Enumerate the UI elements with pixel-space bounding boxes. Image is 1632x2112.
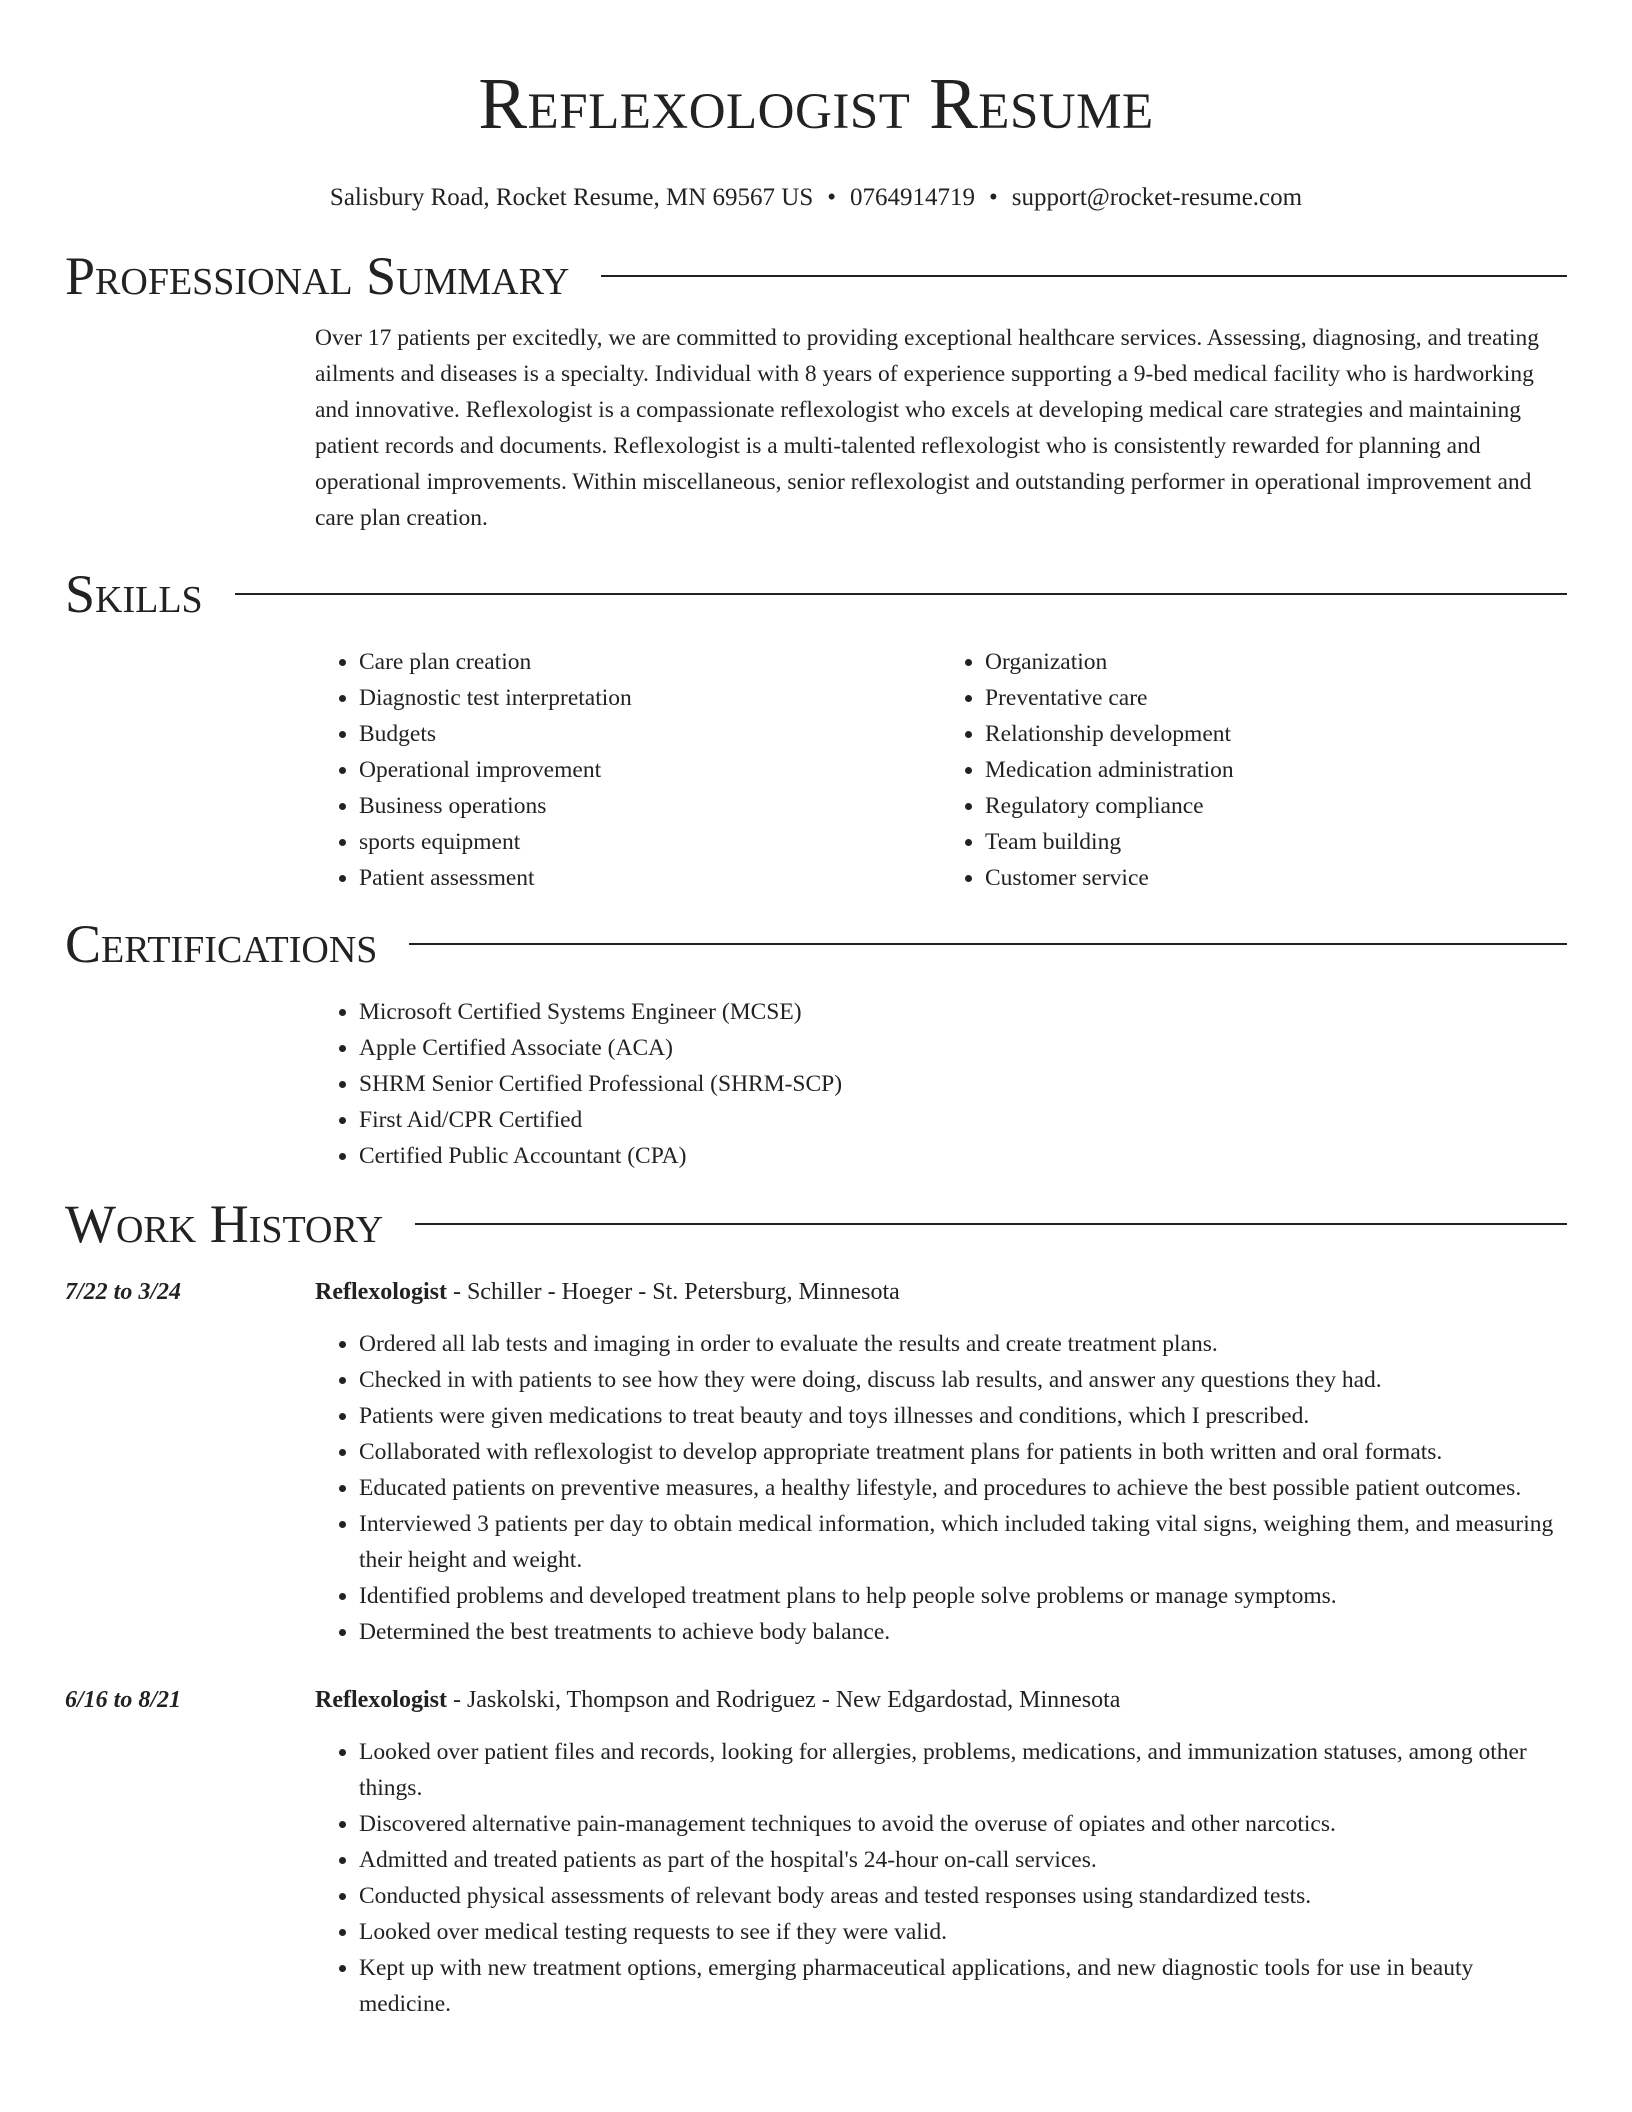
job-duty-item: • Interviewed 3 patients per day to obtain medical information, which included taking vital signs, weighing them, and measuring their height and weight. bbox=[359, 1506, 1567, 1578]
skill-item: • Operational improvement bbox=[359, 752, 941, 788]
skills-heading: Skills bbox=[65, 564, 203, 624]
work-history-section bbox=[65, 1196, 1567, 2022]
contact-separator: • bbox=[827, 184, 837, 211]
summary-content bbox=[315, 320, 1567, 536]
job-duty-item: • Checked in with patients to see how they were doing, discuss lab results, and answer any questions they had. bbox=[359, 1362, 1567, 1398]
job-employer: - Schiller - Hoeger - St. Petersburg, Minnesota bbox=[446, 1279, 900, 1305]
job-dates: 7/22 to 3/24 bbox=[65, 1279, 182, 1305]
job-duties-list bbox=[315, 1326, 1567, 1650]
summary-text: Over 17 patients per excitedly, we are committed to providing exceptional healthcare services. Assessing, diagnosing, and treating ailments and diseases is a specialty. Individual with 8 years of experience supporting a 9-bed medical facility who is hardworking and innovative. Reflexologist is a compassionate reflexologist who excels at developing medical care strategies and maintaining patient records and documents. Reflexologist is a multi-talented reflexologist who is consistently rewarded for planning and operational improvements. Within miscellaneous, senior reflexologist and outstanding performer in operational improvement and care plan creation. bbox=[315, 325, 1540, 531]
skill-item: • Preventative care bbox=[985, 680, 1567, 716]
certification-item: • First Aid/CPR Certified bbox=[359, 1102, 1567, 1138]
certifications-section bbox=[65, 916, 1567, 1174]
skill-item: • Team building bbox=[985, 824, 1567, 860]
job-duties-list bbox=[315, 1734, 1567, 2022]
resume-header bbox=[65, 0, 1567, 214]
skill-item: • Organization bbox=[985, 644, 1567, 680]
skill-item: • Regulatory compliance bbox=[985, 788, 1567, 824]
job-duty-item: • Discovered alternative pain-management techniques to avoid the overuse of opiates and other narcotics. bbox=[359, 1806, 1567, 1842]
work-history-heading-row bbox=[65, 1196, 1567, 1252]
job-duty-item: • Kept up with new treatment options, emerging pharmaceutical applications, and new diagnostic tools for use in beauty medicine. bbox=[359, 1950, 1567, 2022]
skill-item: • Budgets bbox=[359, 716, 941, 752]
skills-heading-row bbox=[65, 566, 1567, 622]
skill-item: • Medication administration bbox=[985, 752, 1567, 788]
job-duty-item: • Admitted and treated patients as part of the hospital's 24-hour on-call services. bbox=[359, 1842, 1567, 1878]
job-duty-item: • Identified problems and developed treatment plans to help people solve problems or manage symptoms. bbox=[359, 1578, 1567, 1614]
job-body bbox=[315, 1274, 1567, 1650]
certifications-list bbox=[315, 994, 1567, 1174]
job-duty-item: • Patients were given medications to treat beauty and toys illnesses and conditions, which I prescribed. bbox=[359, 1398, 1567, 1434]
job-title: Reflexologist bbox=[315, 1279, 447, 1305]
work-history-heading: Work History bbox=[65, 1194, 384, 1254]
section-divider bbox=[415, 1223, 1567, 1225]
certification-item: • Apple Certified Associate (ACA) bbox=[359, 1030, 1567, 1066]
job-title: Reflexologist bbox=[315, 1687, 447, 1713]
job-dates: 6/16 to 8/21 bbox=[65, 1687, 182, 1713]
job-entry bbox=[65, 1682, 1567, 2022]
job-entry bbox=[65, 1274, 1567, 1650]
job-duty-item: • Looked over medical testing requests to see if they were valid. bbox=[359, 1914, 1567, 1950]
skill-item: • Relationship development bbox=[985, 716, 1567, 752]
job-title-line bbox=[315, 1274, 1567, 1310]
skill-item: • Customer service bbox=[985, 860, 1567, 896]
certification-item: • SHRM Senior Certified Professional (SHRM-SCP) bbox=[359, 1066, 1567, 1102]
contact-email: support@rocket-resume.com bbox=[1011, 184, 1303, 211]
contact-separator: • bbox=[989, 184, 998, 211]
resume-title: Reflexologist Resume bbox=[478, 63, 1154, 144]
summary-section bbox=[65, 248, 1567, 536]
skills-section bbox=[65, 566, 1567, 896]
skill-item: • Business operations bbox=[359, 788, 941, 824]
certification-item: • Microsoft Certified Systems Engineer (MCSE) bbox=[359, 994, 1567, 1030]
job-title-line bbox=[315, 1682, 1567, 1718]
skill-item: • Care plan creation bbox=[359, 644, 941, 680]
section-divider bbox=[235, 593, 1567, 595]
job-duty-item: • Ordered all lab tests and imaging in order to evaluate the results and create treatment plans. bbox=[359, 1326, 1567, 1362]
job-duty-item: • Conducted physical assessments of relevant body areas and tested responses using standardized tests. bbox=[359, 1878, 1567, 1914]
skills-list-left bbox=[315, 644, 941, 896]
section-divider bbox=[601, 275, 1567, 277]
contact-phone: 0764914719 bbox=[850, 184, 976, 211]
skills-list-right bbox=[941, 644, 1567, 896]
job-duty-item: • Determined the best treatments to achieve body balance. bbox=[359, 1614, 1567, 1650]
contact-line bbox=[65, 182, 1567, 214]
job-body bbox=[315, 1682, 1567, 2022]
section-divider bbox=[409, 943, 1567, 945]
certification-item: • Certified Public Accountant (CPA) bbox=[359, 1138, 1567, 1174]
skill-item: • Patient assessment bbox=[359, 860, 941, 896]
skill-item: • sports equipment bbox=[359, 824, 941, 860]
certifications-heading: Certifications bbox=[65, 914, 378, 974]
skills-content bbox=[315, 644, 1567, 896]
skill-item: • Diagnostic test interpretation bbox=[359, 680, 941, 716]
summary-heading-row bbox=[65, 248, 1567, 304]
job-employer: - Jaskolski, Thompson and Rodriguez - New Edgardostad, Minnesota bbox=[446, 1687, 1121, 1713]
job-duty-item: • Educated patients on preventive measures, a healthy lifestyle, and procedures to achieve the best possible patient outcomes. bbox=[359, 1470, 1567, 1506]
job-duty-item: • Looked over patient files and records, looking for allergies, problems, medications, and immunization statuses, among other things. bbox=[359, 1734, 1567, 1806]
certifications-heading-row bbox=[65, 916, 1567, 972]
summary-heading: Professional Summary bbox=[65, 246, 570, 306]
certifications-content bbox=[315, 994, 1567, 1174]
contact-address: Salisbury Road, Rocket Resume, MN 69567 US bbox=[329, 184, 814, 211]
job-duty-item: • Collaborated with reflexologist to develop appropriate treatment plans for patients in both written and oral formats. bbox=[359, 1434, 1567, 1470]
